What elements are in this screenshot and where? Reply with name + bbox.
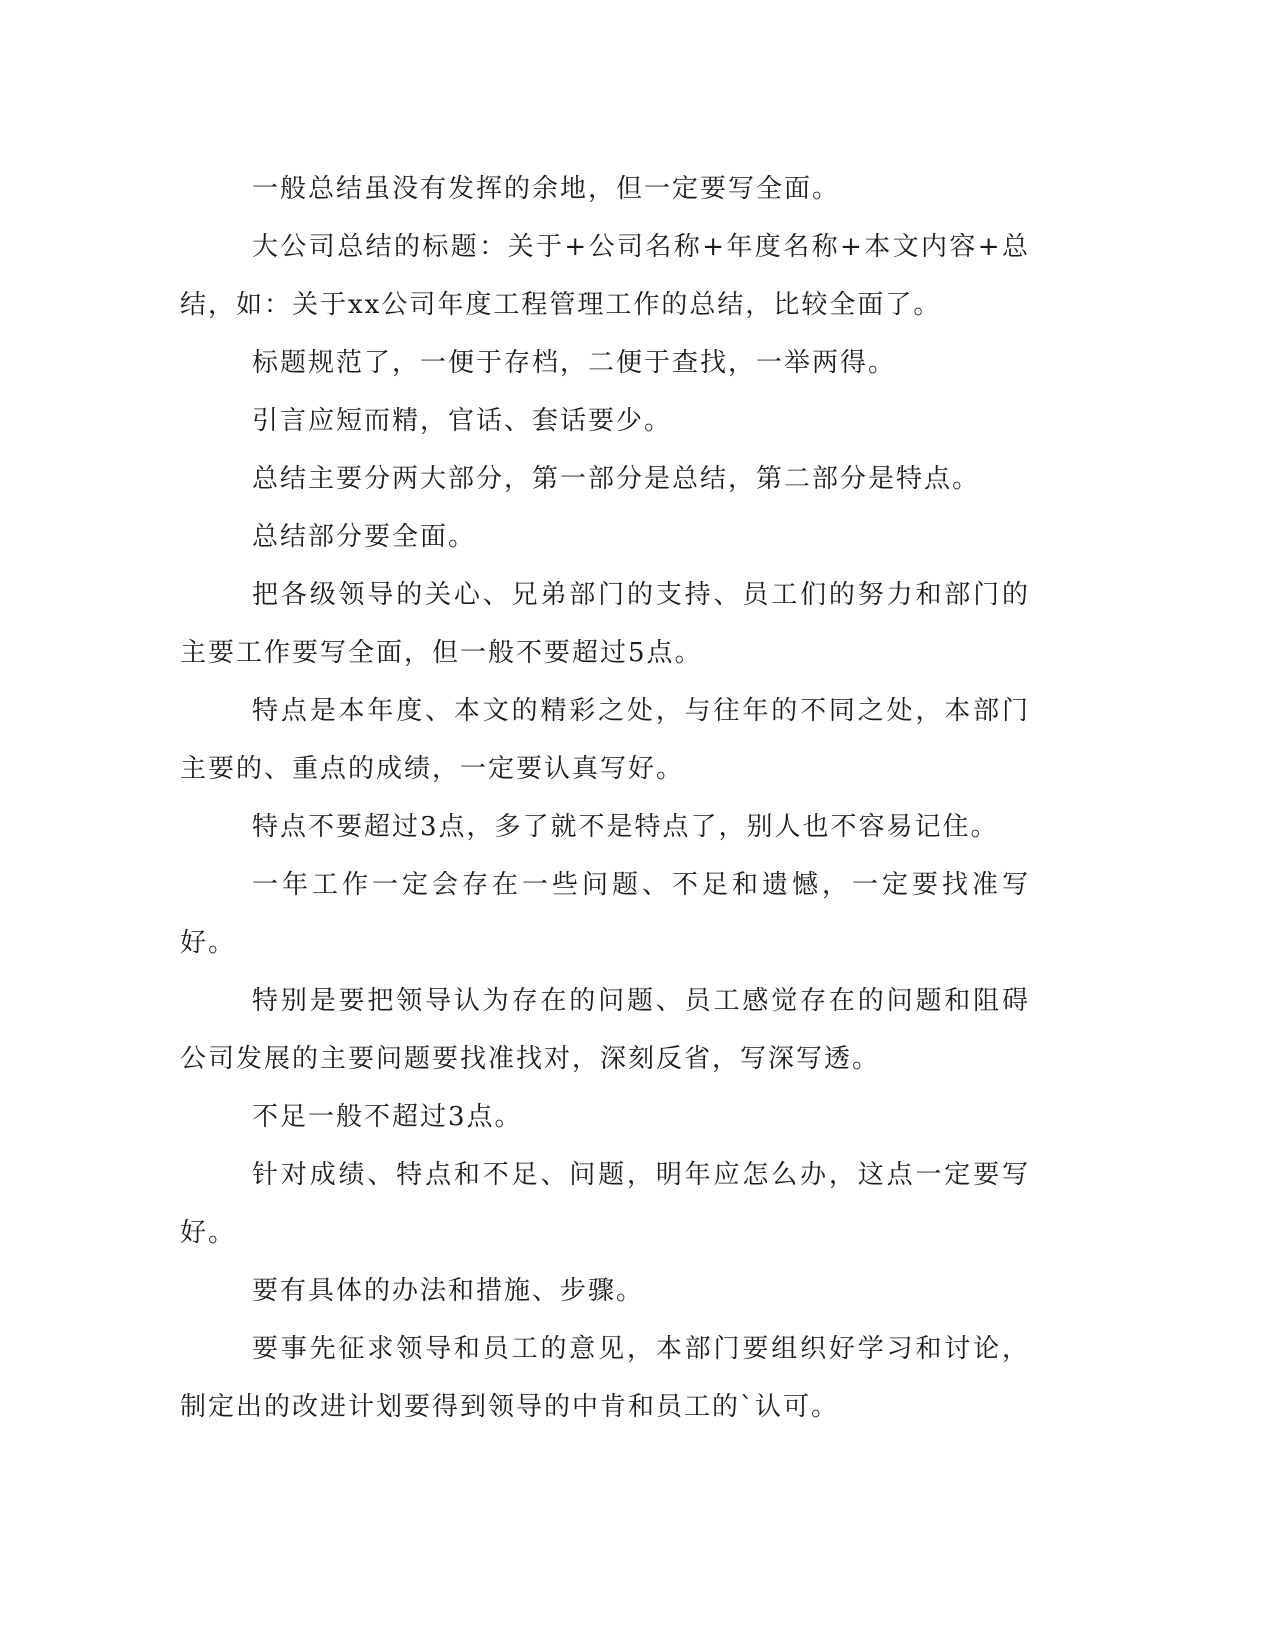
paragraph: 大公司总结的标题：关于+公司名称+年度名称+本文内容+总结，如：关于xx公司年度工程管理工作的总结，比较全面了。	[180, 232, 1030, 320]
paragraph: 一般总结虽没有发挥的余地，但一定要写全面。	[252, 174, 841, 204]
paragraph: 总结部分要全面。	[252, 522, 477, 552]
paragraph: 特点是本年度、本文的精彩之处，与往年的不同之处，本部门主要的、重点的成绩，一定要认真写好。	[180, 696, 1030, 784]
paragraph: 标题规范了，一便于存档，二便于查找，一举两得。	[252, 348, 897, 378]
paragraph: 针对成绩、特点和不足、问题，明年应怎么办，这点一定要写好。	[180, 1160, 1030, 1248]
paragraph: 要事先征求领导和员工的意见，本部门要组织好学习和讨论，制定出的改进计划要得到领导的中肯和员工的`认可。	[180, 1334, 1030, 1422]
paragraph: 总结主要分两大部分，第一部分是总结，第二部分是特点。	[252, 464, 981, 494]
paragraph: 要有具体的办法和措施、步骤。	[252, 1276, 645, 1306]
paragraph: 特别是要把领导认为存在的问题、员工感觉存在的问题和阻碍公司发展的主要问题要找准找对，深刻反省，写深写透。	[180, 986, 1030, 1074]
paragraph: 把各级领导的关心、兄弟部门的支持、员工们的努力和部门的主要工作要写全面，但一般不要超过5点。	[180, 580, 1030, 668]
paragraph: 不足一般不超过3点。	[252, 1102, 523, 1132]
paragraph: 一年工作一定会存在一些问题、不足和遗憾，一定要找准写好。	[180, 870, 1030, 958]
paragraph: 特点不要超过3点，多了就不是特点了，别人也不容易记住。	[252, 812, 999, 842]
paragraph: 引言应短而精，官话、套话要少。	[252, 406, 673, 436]
document-body	[180, 160, 1030, 1436]
